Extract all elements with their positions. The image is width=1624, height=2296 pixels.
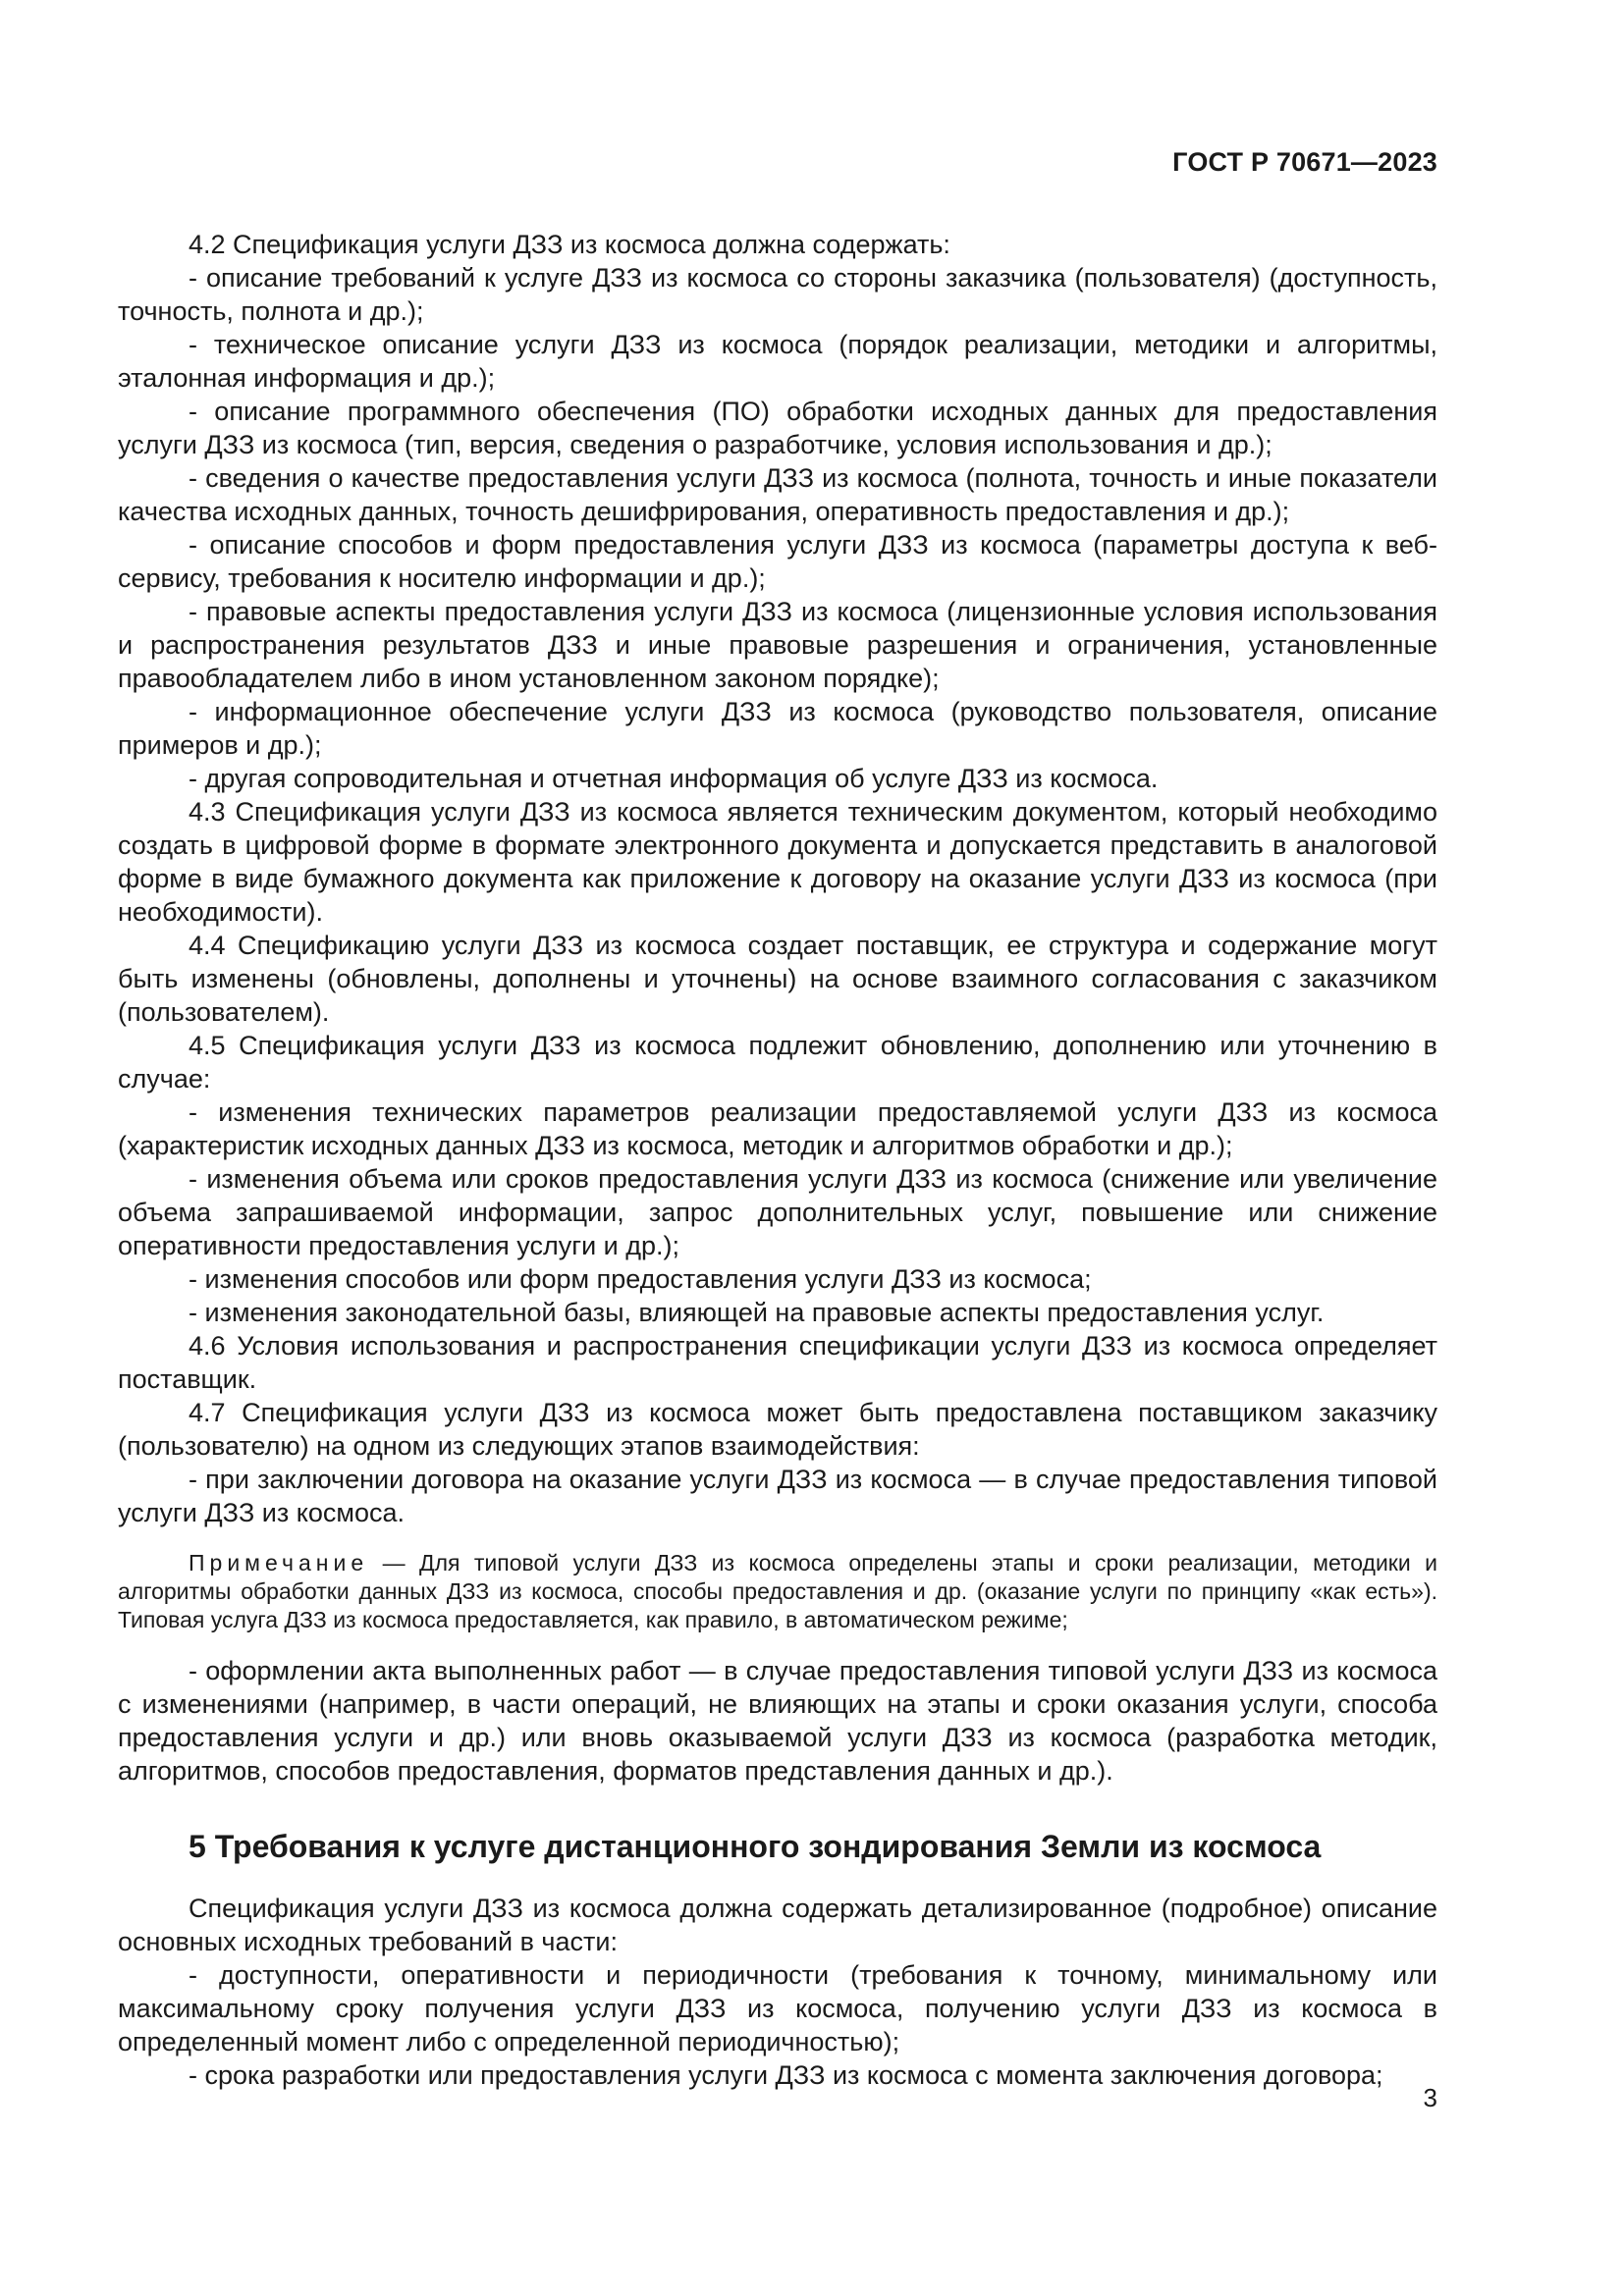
page-body xyxy=(118,228,1437,2092)
list-item: - техническое описание услуги ДЗЗ из космоса (порядок реализации, методики и алгоритмы, эталонная информация и др.); xyxy=(118,330,1437,393)
list-item: - сведения о качестве предоставления услуги ДЗЗ из космоса (полнота, точность и иные показатели качества исходных данных, точность дешифрирования, оперативность предоставления и др.); xyxy=(118,463,1437,526)
list-item: - доступности, оперативности и периодичности (требования к точному, минимальному или максимальному сроку получения услуги ДЗЗ из космоса, получению услуги ДЗЗ из космоса в определенный момент либо с определенной периодичностью); xyxy=(118,1960,1437,2056)
note-label: Примечание xyxy=(189,1550,369,1575)
list-item: - срока разработки или предоставления услуги ДЗЗ из космоса с момента заключения договора; xyxy=(189,2060,1383,2090)
clause-4-4: 4.4 Спецификацию услуги ДЗЗ из космоса создает поставщик, ее структура и содержание могут быть изменены (обновлены, дополнены и уточнены) на основе взаимного согласования с заказчиком (пользователем). xyxy=(118,931,1437,1027)
list-item: - другая сопроводительная и отчетная информация об услуге ДЗЗ из космоса. xyxy=(189,764,1159,793)
list-item: - оформлении акта выполненных работ — в случае предоставления типовой услуги ДЗЗ из космоса с изменениями (например, в части операций, не влияющих на этапы и сроки оказания услуги, способа предоставления услуги и др.) или вновь оказываемой услуги ДЗЗ из космоса (разработка методик, алгоритмов, способов предоставления, форматов представления данных и др.). xyxy=(118,1656,1437,1786)
clause-4-2: 4.2 Спецификация услуги ДЗЗ из космоса должна содержать: xyxy=(189,230,950,259)
list-item: - описание требований к услуге ДЗЗ из космоса со стороны заказчика (пользователя) (доступность, точность, полнота и др.); xyxy=(118,263,1437,326)
list-item: - информационное обеспечение услуги ДЗЗ из космоса (руководство пользователя, описание примеров и др.); xyxy=(118,697,1437,760)
list-item: - при заключении договора на оказание услуги ДЗЗ из космоса — в случае предоставления типовой услуги ДЗЗ из космоса. xyxy=(118,1465,1437,1527)
clause-4-6: 4.6 Условия использования и распространения спецификации услуги ДЗЗ из космоса определяет поставщик. xyxy=(118,1331,1437,1394)
clause-4-3: 4.3 Спецификация услуги ДЗЗ из космоса является техническим документом, который необходимо создать в цифровой форме в формате электронного документа и допускается представить в аналоговой форме в виде бумажного документа как приложение к договору на оказание услуги ДЗЗ из космоса (при необходимости). xyxy=(118,797,1437,927)
list-item: - изменения законодательной базы, влияющей на правовые аспекты предоставления услуг. xyxy=(189,1298,1325,1327)
note xyxy=(118,1549,1437,1634)
clause-4-7: 4.7 Спецификация услуги ДЗЗ из космоса может быть предоставлена поставщиком заказчику (пользователю) на одном из следующих этапов взаимодействия: xyxy=(118,1398,1437,1461)
section-5-intro: Спецификация услуги ДЗЗ из космоса должна содержать детализированное (подробное) описание основных исходных требований в части: xyxy=(118,1894,1437,1956)
standard-code: ГОСТ Р 70671—2023 xyxy=(1172,147,1437,177)
list-item: - изменения объема или сроков предоставления услуги ДЗЗ из космоса (снижение или увеличение объема запрашиваемой информации, запрос дополнительных услуг, повышение или снижение оперативности предоставления услуги и др.); xyxy=(118,1164,1437,1260)
section-5-heading: 5 Требования к услуге дистанционного зондирования Земли из космоса xyxy=(189,1829,1322,1864)
note-text: — Для типовой услуги ДЗЗ из космоса определены этапы и сроки реализации, методики и алгоритмы обработки данных ДЗЗ из космоса, способы предоставления и др. (оказание услуги по принципу «как есть»). Типовая услуга ДЗЗ из космоса предоставляется, как правило, в автоматическом режиме; xyxy=(118,1550,1437,1632)
list-item: - изменения способов или форм предоставления услуги ДЗЗ из космоса; xyxy=(189,1264,1092,1294)
clause-4-5: 4.5 Спецификация услуги ДЗЗ из космоса подлежит обновлению, дополнению или уточнению в случае: xyxy=(118,1031,1437,1094)
list-item: - изменения технических параметров реализации предоставляемой услуги ДЗЗ из космоса (характеристик исходных данных ДЗЗ из космоса, методик и алгоритмов обработки и др.); xyxy=(118,1097,1437,1160)
list-item: - описание способов и форм предоставления услуги ДЗЗ из космоса (параметры доступа к веб-сервису, требования к носителю информации и др.); xyxy=(118,530,1437,593)
list-item: - правовые аспекты предоставления услуги ДЗЗ из космоса (лицензионные условия использования и распространения результатов ДЗЗ и иные правовые разрешения и ограничения, установленные правообладателем либо в ином установленном законом порядке); xyxy=(118,597,1437,693)
page-number: 3 xyxy=(1423,2083,1437,2112)
list-item: - описание программного обеспечения (ПО) обработки исходных данных для предоставления услуги ДЗЗ из космоса (тип, версия, сведения о разработчике, условия использования и др.); xyxy=(118,397,1437,459)
